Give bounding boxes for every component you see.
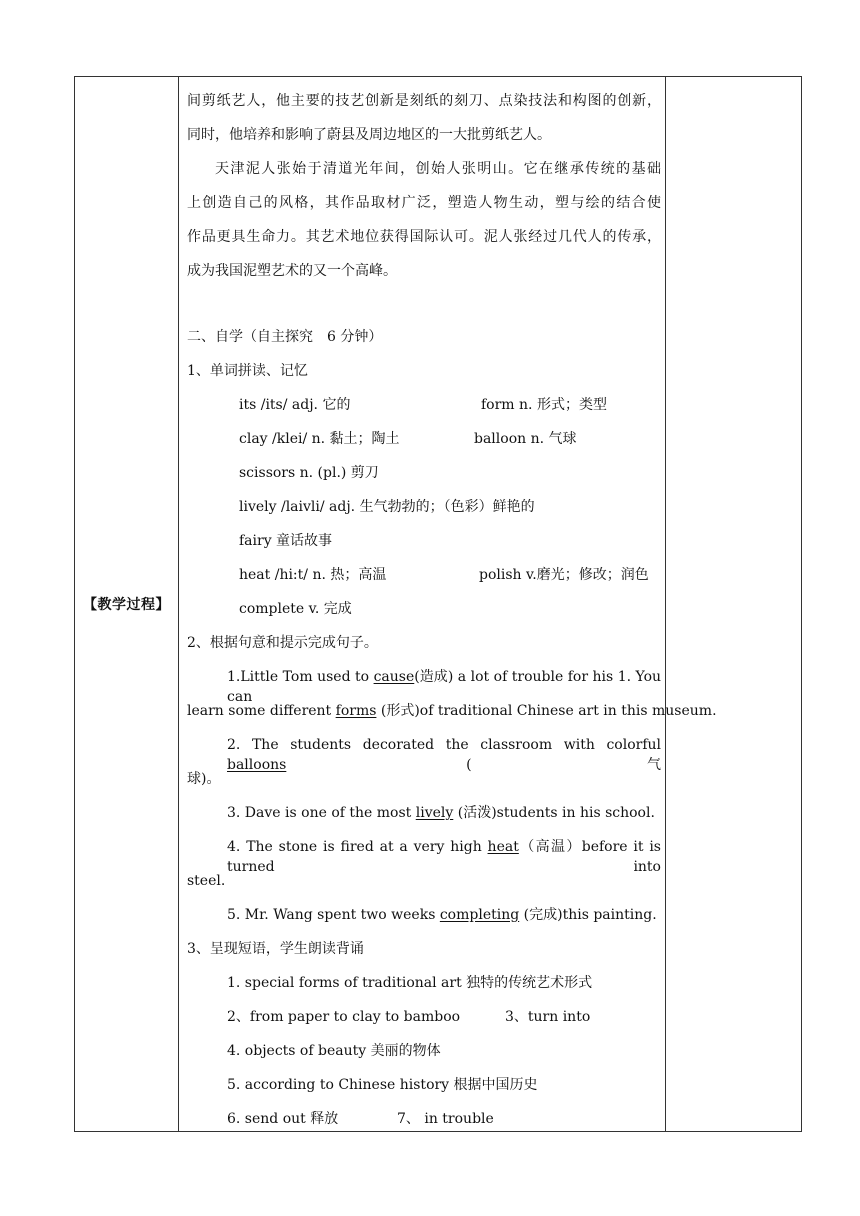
- section-heading: 二、自学（自主探究 6 分钟）: [187, 329, 383, 345]
- content-area: [179, 77, 717, 1131]
- sentence-1-line-2: learn some different forms (形式)of traditional Chinese art in this museum.: [187, 703, 717, 719]
- vocab-fairy: fairy 童话故事: [239, 533, 333, 549]
- subheading-sentences: 2、根据句意和提示完成句子。: [187, 635, 378, 651]
- phrase-5: 5. according to Chinese history 根据中国历史: [227, 1077, 538, 1093]
- subheading-phrases: 3、呈现短语，学生朗读背诵: [187, 941, 364, 957]
- intro-line-1: 间剪纸艺人，他主要的技艺创新是刻纸的刻刀、点染技法和构图的创新，: [187, 93, 661, 109]
- phrase-1: 1. special forms of traditional art 独特的传统艺术形式: [227, 975, 593, 991]
- phrase-3: 3、turn into: [505, 1009, 591, 1025]
- vocab-its: its /its/ adj. 它的: [239, 397, 351, 413]
- answer-forms: forms: [335, 703, 377, 719]
- phrase-2: 2、from paper to clay to bamboo: [227, 1009, 461, 1025]
- content-cell: [179, 77, 717, 1132]
- intro-line-5: 作品更具生命力。其艺术地位获得国际认可。泥人张经过几代人的传承，: [187, 229, 661, 245]
- intro-line-6: 成为我国泥塑艺术的又一个高峰。: [187, 263, 397, 279]
- phrase-4: 4. objects of beauty 美丽的物体: [227, 1043, 441, 1059]
- vocab-polish: polish v.磨光；修改；润色: [479, 567, 649, 583]
- answer-cause: cause: [373, 669, 415, 685]
- phrase-7: 7、 in trouble: [397, 1111, 494, 1127]
- intro-line-4: 上创造自己的风格，其作品取材广泛，塑造人物生动，塑与绘的结合使: [187, 195, 661, 211]
- sentence-2-line-2: 球)。: [187, 771, 221, 787]
- sentence-5: 5. Mr. Wang spent two weeks completing (完成)this painting.: [227, 907, 657, 923]
- vocab-scissors: scissors n. (pl.) 剪刀: [239, 465, 379, 481]
- answer-lively: lively: [415, 805, 454, 821]
- vocab-lively: lively /laivli/ adj. 生气勃勃的；（色彩）鲜艳的: [239, 499, 535, 515]
- vocab-heat: heat /hi:t/ n. 热；高温: [239, 567, 387, 583]
- subheading-words: 1、单词拼读、记忆: [187, 363, 308, 379]
- notes-cell: [666, 77, 802, 1132]
- intro-line-3: 天津泥人张始于清道光年间，创始人张明山。它在继承传统的基础: [215, 161, 661, 177]
- vocab-form: form n. 形式；类型: [481, 397, 607, 413]
- vocab-clay: clay /klei/ n. 黏土；陶土: [239, 431, 400, 447]
- lesson-plan-table: [74, 76, 802, 1132]
- answer-heat: heat: [487, 839, 519, 855]
- answer-completing: completing: [439, 907, 520, 923]
- intro-line-2: 同时，他培养和影响了蔚县及周边地区的一大批剪纸艺人。: [187, 127, 551, 143]
- sentence-1-line-1: 1.Little Tom used to cause(造成) a lot of trouble for his 1. You can: [227, 669, 662, 705]
- answer-balloons: balloons: [227, 757, 287, 773]
- sentence-4-line-2: steel.: [187, 873, 226, 889]
- label-cell: [75, 77, 179, 1132]
- phrase-6: 6. send out 释放: [227, 1111, 339, 1127]
- sentence-2-line-1: 2. The students decorated the classroom with colorful balloons (气: [227, 737, 661, 773]
- sentence-3: 3. Dave is one of the most lively (活泼)students in his school.: [227, 805, 655, 821]
- process-label: 【教学过程】: [83, 597, 170, 613]
- vocab-balloon: balloon n. 气球: [474, 431, 577, 447]
- vocab-complete: complete v. 完成: [239, 601, 352, 617]
- sentence-4-line-1: 4. The stone is fired at a very high heat（高温）before it is turned into: [227, 839, 661, 875]
